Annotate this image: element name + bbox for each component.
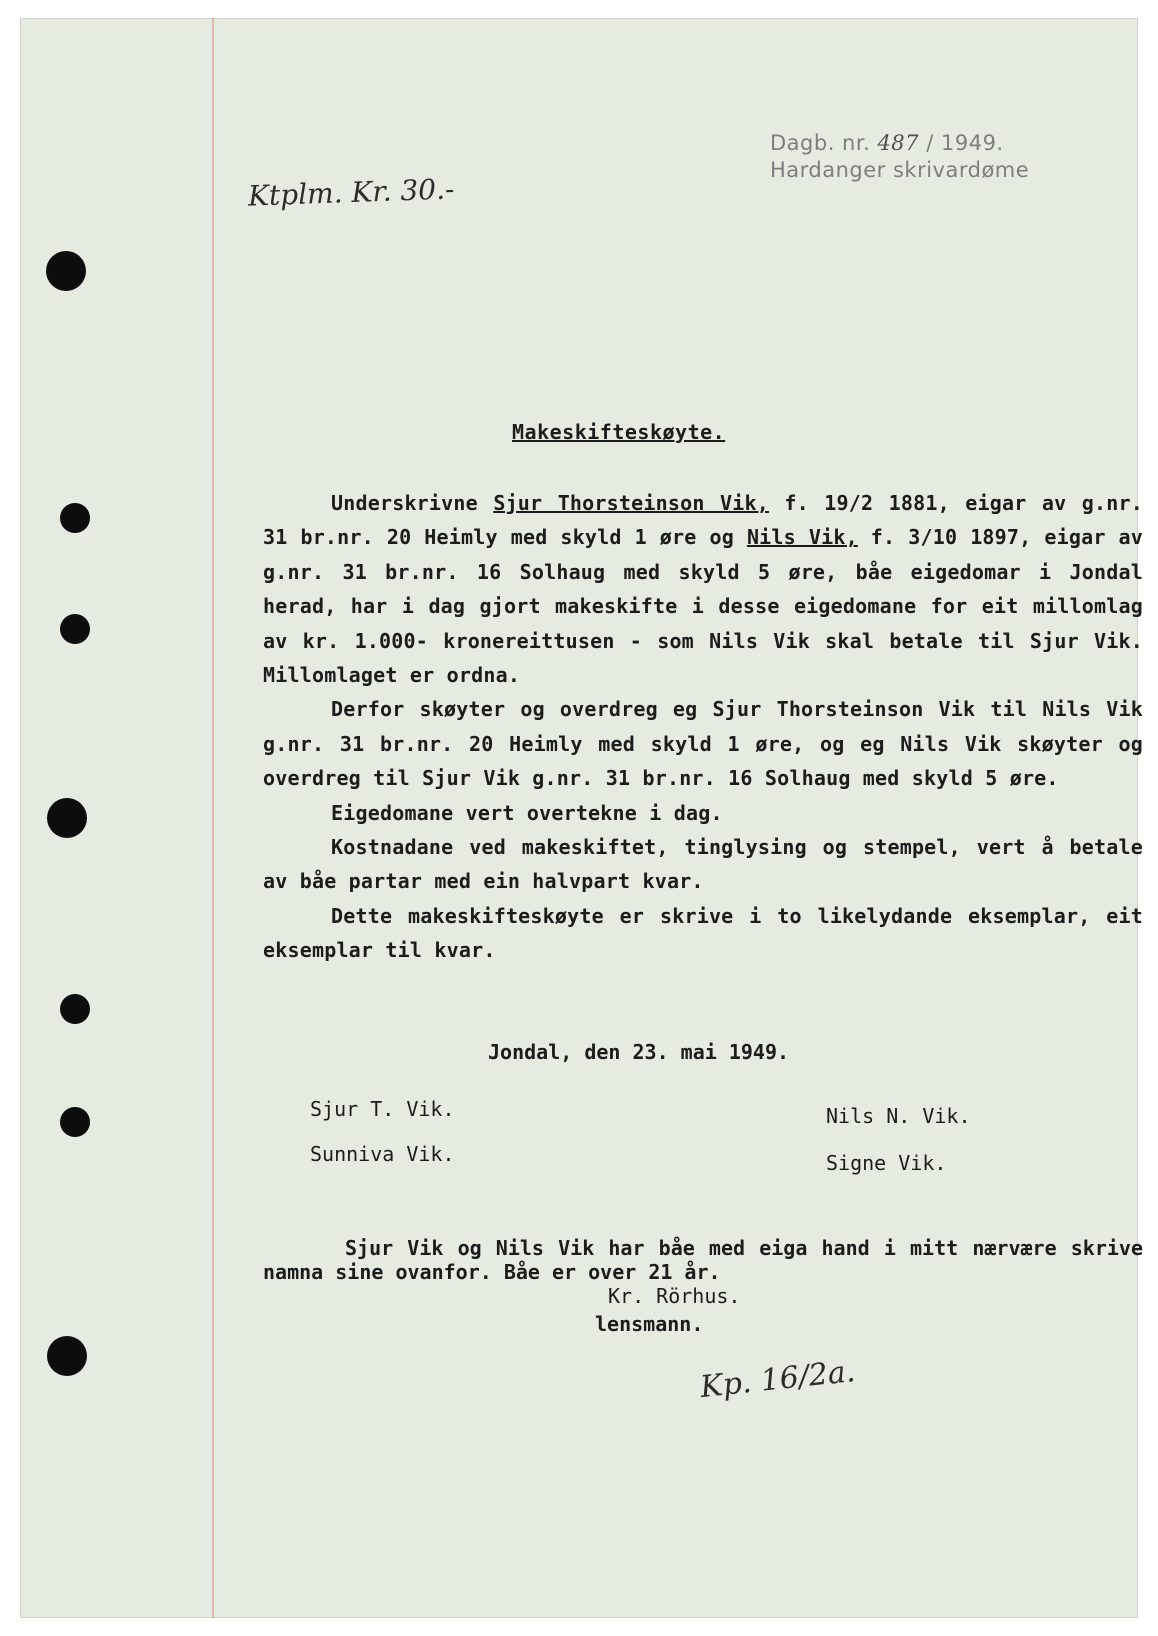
stamp-number: 487 [877, 131, 920, 155]
stamp-label: Dagb. nr. [770, 131, 871, 155]
stamp-office: Hardanger skrivardøme [770, 158, 1030, 182]
punch-hole [47, 798, 87, 838]
punch-hole [60, 614, 90, 644]
document-body [263, 486, 1143, 968]
document-page [20, 18, 1144, 1618]
signature-nils: Nils N. Vik. [826, 1104, 971, 1128]
paragraph-1-text: f. 19/2 1881, eigar av g.nr. 31 br.nr. 20 Heimly med skyld 1 øre og [263, 491, 1143, 550]
punch-hole [46, 251, 86, 291]
signature-sjur: Sjur T. Vik. [310, 1097, 455, 1121]
punch-hole [60, 503, 90, 533]
party-name-nils: Nils Vik, [746, 525, 858, 550]
margin-rule [212, 18, 214, 1618]
place-date: Jondal, den 23. mai 1949. [488, 1040, 790, 1064]
official-name: Kr. Rörhus. [608, 1284, 741, 1308]
paragraph-3: Eigedomane vert overtekne i dag. [331, 800, 723, 825]
paragraph-1 [263, 486, 1143, 692]
party-name-sjur: Sjur Thorsteinson Vik, [493, 491, 769, 515]
document-title: Makeskifteskøyte. [512, 420, 726, 444]
punch-hole [47, 1336, 87, 1376]
signature-sunniva: Sunniva Vik. [310, 1142, 455, 1166]
paragraph-2: Derfor skøyter og overdreg eg Sjur Thorsteinson Vik til Nils Vik g.nr. 31 br.nr. 20 Heimly med skyld 1 øre, og eg Nils Vik skøyter og overdreg til Sjur Vik g.nr. 31 br.nr. 16 Solhaug med skyld 5 øre. [263, 697, 1143, 791]
punch-hole [60, 1107, 90, 1137]
handwritten-initials: Kp. 16/2a. [698, 1353, 857, 1406]
witness-statement: Sjur Vik og Nils Vik har båe med eiga hand i mitt nærvære skrive namna sine ovanfor. Båe er over 21 år. [263, 1236, 1143, 1284]
paragraph-1-text: f. 3/10 1897, eigar av g.nr. 31 br.nr. 16 Solhaug med skyld 5 øre, båe eigedomar i Jondal herad, har i dag gjort makeskifte i desse eigedomane for eit millomlag av kr. 1.000- kronereittusen - som Nils Vik skal betale til Sjur Vik. Millomlaget er ordna. [263, 525, 1144, 688]
paragraph-1-text: Underskrivne [331, 491, 494, 515]
handwritten-fee-note: Ktplm. Kr. 30.- [247, 172, 455, 213]
official-title: lensmann. [595, 1312, 704, 1336]
stamp-year: 1949. [940, 131, 1004, 155]
paragraph-5: Dette makeskifteskøyte er skrive i to likelydande eksemplar, eit eksemplar til kvar. [263, 903, 1143, 963]
signature-signe: Signe Vik. [826, 1151, 947, 1175]
punch-hole [60, 994, 90, 1024]
registry-stamp [770, 130, 1029, 184]
paragraph-4: Kostnadane ved makeskiftet, tinglysing og stempel, vert å betale av båe partar med ein halvpart kvar. [263, 835, 1143, 894]
stamp-separator: / [926, 131, 934, 155]
